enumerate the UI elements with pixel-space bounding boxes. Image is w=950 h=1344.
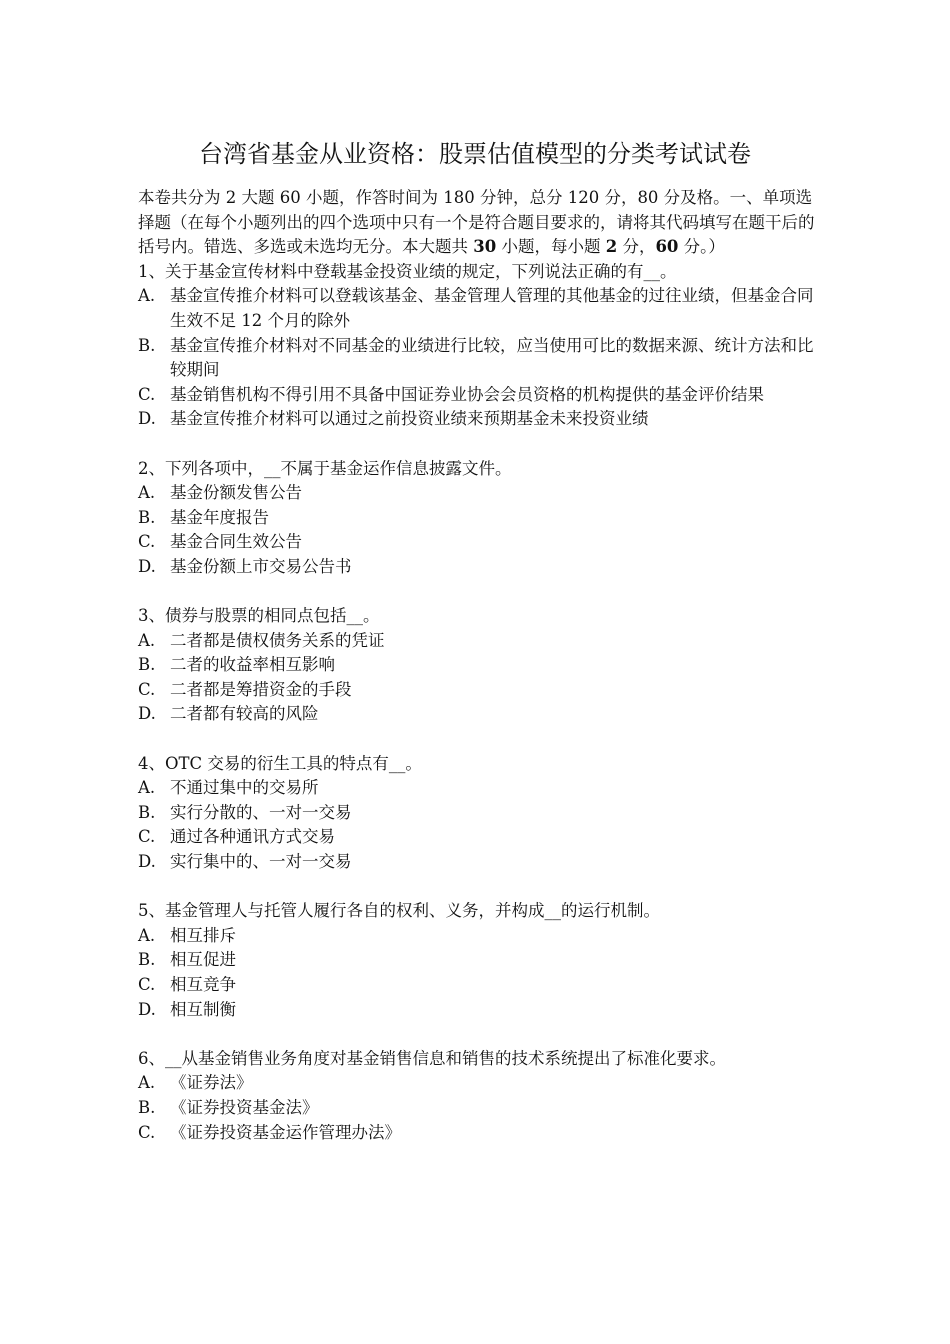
answer-option: [138, 555, 820, 580]
answer-option: [138, 629, 820, 654]
question-stem: 2、下列各项中，__不属于基金运作信息披露文件。: [138, 458, 512, 478]
answer-option: [138, 850, 820, 875]
option-letter: C.: [138, 532, 156, 552]
answer-option: [138, 506, 820, 531]
answer-option: [138, 1096, 820, 1121]
instructions-points-each: 2: [605, 237, 618, 257]
instructions-text-1: 本卷共分为 2 大题 60 小题，作答时间为 180 分钟，总分 120 分，80 分及格。一、单项选择题（在每个小题列出的四个选项中只有一个是符合题目要求的，请将其代码填写在题干后的括号内。错选、多选或未选均无分。本大题共: [138, 188, 815, 257]
question-list: [138, 260, 820, 1145]
question-block: [138, 1047, 820, 1145]
option-text: 通过各种通讯方式交易: [170, 827, 335, 847]
option-text: 二者都是债权债务关系的凭证: [170, 630, 385, 650]
answer-option: [138, 973, 820, 998]
option-letter: B.: [138, 655, 156, 675]
answer-option: [138, 530, 820, 555]
option-letter: B.: [138, 802, 156, 822]
option-text: 相互促进: [170, 950, 236, 970]
option-text: 《证券投资基金运作管理办法》: [170, 1122, 401, 1142]
question-block: [138, 260, 820, 432]
document-body: [138, 186, 820, 1145]
option-letter: D.: [138, 556, 156, 576]
option-letter: D.: [138, 704, 156, 724]
question-stem: 5、基金管理人与托管人履行各自的权利、义务，并构成__的运行机制。: [138, 901, 660, 921]
option-text: 基金年度报告: [170, 507, 269, 527]
option-letter: A.: [138, 630, 156, 650]
instructions-text-3: 分，: [617, 237, 656, 257]
option-text: 基金宣传推介材料可以通过之前投资业绩来预期基金未来投资业绩: [170, 409, 649, 429]
option-text: 基金宣传推介材料对不同基金的业绩进行比较，应当使用可比的数据来源、统计方法和比较期间: [170, 335, 814, 380]
option-text: 不通过集中的交易所: [170, 778, 319, 798]
exam-instructions: [138, 186, 820, 260]
option-text: 相互竞争: [170, 975, 236, 994]
answer-option: [138, 702, 820, 727]
option-letter: C.: [138, 384, 156, 404]
question-block: [138, 752, 820, 875]
answer-option: [138, 948, 820, 973]
option-letter: D.: [138, 852, 156, 872]
instructions-count: 30: [473, 237, 497, 257]
option-text: 二者都是筹措资金的手段: [170, 679, 352, 699]
option-text: 基金合同生效公告: [170, 532, 302, 552]
question-block: [138, 604, 820, 727]
option-letter: A.: [138, 1073, 156, 1093]
option-text: 基金销售机构不得引用不具备中国证券业协会会员资格的机构提供的基金评价结果: [170, 384, 764, 404]
document-title: 台湾省基金从业资格：股票估值模型的分类考试试卷: [199, 140, 751, 168]
option-letter: A.: [138, 778, 156, 798]
option-letter: B.: [138, 1097, 156, 1117]
answer-option: [138, 407, 820, 432]
option-text: 《证券法》: [170, 1073, 253, 1093]
option-text: 实行集中的、一对一交易: [170, 852, 352, 872]
option-text: 二者的收益率相互影响: [170, 655, 335, 675]
question-stem: 4、OTC 交易的衍生工具的特点有__。: [138, 753, 422, 773]
option-text: 相互排斥: [170, 925, 236, 945]
option-letter: B.: [138, 950, 156, 970]
option-letter: B.: [138, 507, 156, 527]
answer-option: [138, 284, 820, 333]
option-text: 二者都有较高的风险: [170, 704, 319, 724]
option-letter: C.: [138, 827, 156, 847]
option-text: 基金宣传推介材料可以登载该基金、基金管理人管理的其他基金的过往业绩，但基金合同生效不足 12 个月的除外: [170, 286, 814, 330]
option-letter: D.: [138, 409, 156, 429]
answer-option: [138, 1121, 820, 1146]
option-text: 实行分散的、一对一交易: [170, 802, 352, 822]
question-stem: 1、关于基金宣传材料中登载基金投资业绩的规定，下列说法正确的有__。: [138, 261, 677, 281]
question-stem: 3、债券与股票的相同点包括__。: [138, 606, 380, 626]
answer-option: [138, 383, 820, 408]
option-text: 相互制衡: [170, 999, 236, 1019]
answer-option: [138, 334, 820, 383]
option-letter: A.: [138, 925, 156, 945]
question-block: [138, 457, 820, 580]
instructions-text-2: 小题，每小题: [496, 237, 606, 257]
instructions-text-4: 分。）: [678, 237, 725, 257]
question-stem: 6、__从基金销售业务角度对基金销售信息和销售的技术系统提出了标准化要求。: [138, 1048, 726, 1068]
answer-option: [138, 998, 820, 1023]
answer-option: [138, 653, 820, 678]
option-letter: C.: [138, 1122, 156, 1142]
option-letter: C.: [138, 679, 156, 699]
option-letter: A.: [138, 483, 156, 503]
answer-option: [138, 1071, 820, 1096]
answer-option: [138, 924, 820, 949]
instructions-points-total: 60: [655, 237, 679, 257]
answer-option: [138, 481, 820, 506]
answer-option: [138, 776, 820, 801]
option-letter: C.: [138, 975, 156, 994]
option-text: 基金份额发售公告: [170, 483, 302, 503]
answer-option: [138, 678, 820, 703]
option-text: 基金份额上市交易公告书: [170, 556, 352, 576]
answer-option: [138, 825, 820, 850]
answer-option: [138, 801, 820, 826]
option-text: 《证券投资基金法》: [170, 1097, 319, 1117]
option-letter: B.: [138, 335, 156, 355]
question-block: [138, 899, 820, 1022]
option-letter: A.: [138, 286, 156, 306]
option-letter: D.: [138, 999, 156, 1019]
